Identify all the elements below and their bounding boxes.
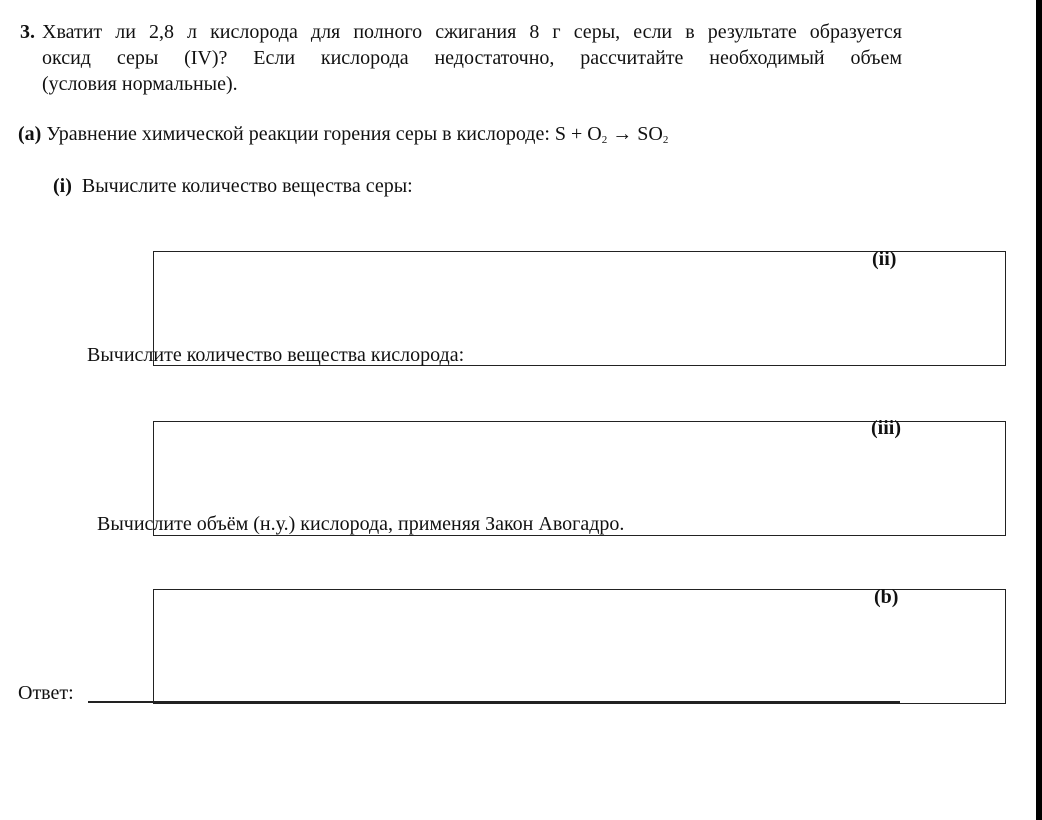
- part-a-label: (a): [18, 123, 42, 145]
- part-i-label: (i): [53, 175, 72, 197]
- so2-formula: SO: [637, 123, 663, 145]
- part-a-question: [18, 121, 668, 147]
- part-ii-question: Вычислите количество вещества кислорода:: [87, 344, 465, 366]
- problem-statement: [20, 19, 902, 97]
- answer-label: Ответ:: [18, 682, 74, 704]
- answer-line[interactable]: [88, 701, 900, 703]
- part-a-text: Уравнение химической реакции горения серы в кислороде: S + O: [46, 123, 602, 145]
- problem-number: 3.: [20, 21, 35, 43]
- box-label-b: (b): [874, 586, 899, 608]
- box-label-iii: (iii): [871, 417, 901, 439]
- o2-subscript: 2: [601, 134, 608, 146]
- problem-line-2: оксид серы (IV)? Если кислорода недостаточно, рассчитайте необходимый объем: [42, 47, 902, 69]
- problem-line-1: Хватит ли 2,8 л кислорода для полного сжигания 8 г серы, если в результате образуется: [42, 21, 902, 43]
- box-label-ii: (ii): [872, 248, 897, 270]
- problem-line-3: (условия нормальные).: [42, 73, 238, 95]
- part-iii-question: Вычислите объём (н.у.) кислорода, применяя Закон Авогадро.: [97, 513, 625, 535]
- page-edge: [1036, 0, 1042, 820]
- reaction-arrow: →: [612, 123, 633, 145]
- so2-subscript: 2: [662, 134, 669, 146]
- part-i-text: Вычислите количество вещества серы:: [81, 175, 413, 197]
- part-i-question: [53, 173, 413, 199]
